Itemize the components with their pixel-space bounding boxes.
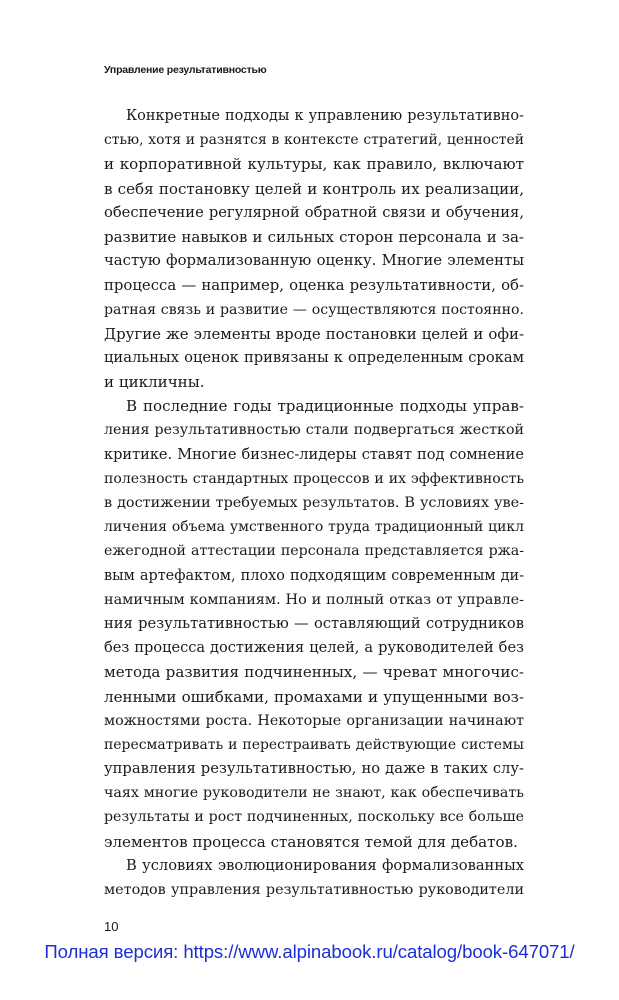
text-line: чаях многие руководители не знают, как обеспечивать — [104, 785, 524, 802]
text-line: обеспечение регулярной обратной связи и обучения, — [104, 203, 524, 221]
text-line: критике. Многие бизнес-лидеры ставят под сомнение — [104, 445, 524, 463]
text-line: ления результативностью стали подвергаться жесткой — [104, 422, 524, 439]
text-line: и цикличны. — [104, 373, 205, 392]
text-line: в достижении требуемых результатов. В условиях уве- — [104, 495, 524, 511]
text-line: ния результативностью — оставляющий сотрудников — [104, 614, 524, 632]
text-line: циальных оценок привязаны к определенным срокам — [104, 348, 524, 366]
running-header: Управление результативностью — [104, 64, 267, 76]
text-line: намичным компаниям. Но и полный отказ от управле- — [104, 591, 524, 608]
text-line: В последние годы традиционные подходы управ- — [126, 397, 524, 416]
text-line: Другие же элементы вроде постановки целей и офи- — [104, 324, 524, 343]
text-line: управления результативностью, но даже в таких слу- — [104, 760, 524, 778]
text-line: Конкретные подходы к управлению результативно- — [126, 108, 524, 124]
text-line: ратная связь и развитие — осуществляются постоянно. — [104, 301, 524, 318]
text-line: метода развития подчиненных, — чреват многочис- — [104, 663, 524, 682]
text-line: В условиях эволюционирования формализованных — [126, 856, 524, 874]
text-line: личения объема умственного труда традиционный цикл — [104, 519, 524, 536]
text-line: развитие навыков и сильных сторон персонала и за- — [104, 227, 524, 246]
body-text — [104, 104, 524, 902]
text-line: стью, хотя и разнятся в контексте стратегий, ценностей — [104, 132, 524, 149]
text-line: частую формализованную оценку. Многие элементы — [104, 252, 524, 270]
text-line: в себя постановку целей и контроль их реализации, — [104, 179, 524, 198]
text-line: результаты и рост подчиненных, поскольку все больше — [104, 809, 524, 826]
text-line: можностями роста. Некоторые организации начинают — [104, 712, 524, 729]
text-line: вым артефактом, плохо подходящим современным ди- — [104, 567, 524, 584]
text-line: и корпоративной культуры, как правило, включают — [104, 155, 524, 174]
text-line: полезность стандартных процессов и их эффективность — [104, 470, 524, 487]
text-line: пересматривать и перестраивать действующие системы — [104, 736, 524, 753]
full-version-link[interactable]: Полная версия: https://www.alpinabook.ru/catalog/book-647071/ — [44, 941, 575, 962]
text-line: элементов процесса становятся темой для дебатов. — [104, 832, 518, 851]
text-line: ленными ошибками, промахами и упущенными воз- — [104, 687, 524, 706]
text-line: процесса — например, оценка результативности, об- — [104, 276, 524, 295]
page-number: 10 — [104, 919, 119, 934]
text-line: ежегодной аттестации персонала представляется ржа- — [104, 543, 524, 560]
text-line: без процесса достижения целей, а руководителей без — [104, 639, 524, 657]
text-line: методов управления результативностью руководители — [104, 882, 524, 898]
